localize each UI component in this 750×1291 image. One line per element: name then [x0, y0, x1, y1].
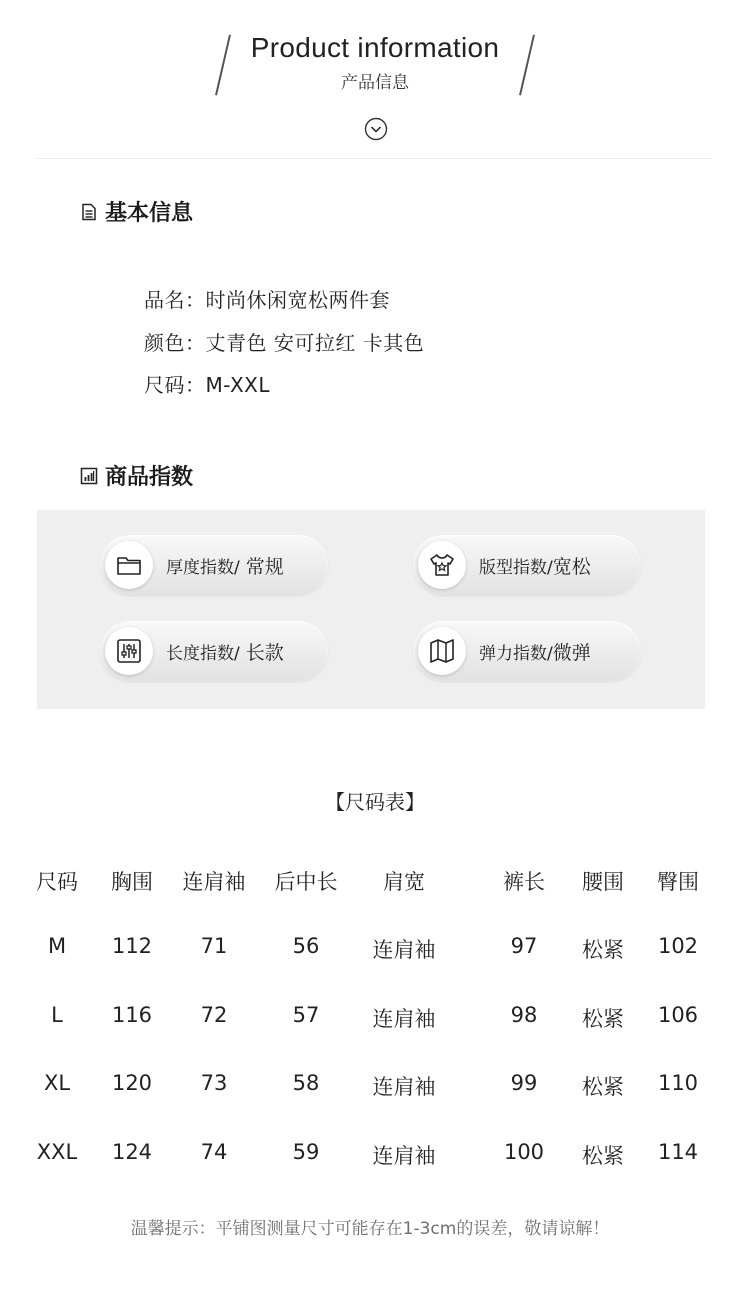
size-table-header-cell: 胸围: [111, 870, 153, 894]
size-table-cell: 97: [510, 934, 538, 958]
index-pill-stretch-text: 弹力指数/微弹: [479, 642, 591, 664]
page-title-en: Product information: [250, 32, 500, 63]
size-table-cell: 连肩袖: [372, 1007, 436, 1031]
index-pill-length-text: 长度指数/ 长款: [166, 642, 284, 664]
size-table-cell: 71: [200, 934, 228, 958]
index-pill-stretch: [413, 621, 641, 681]
section-product-index: [80, 460, 193, 491]
document-icon: [80, 203, 98, 221]
size-table-cell: 松紧: [582, 938, 624, 962]
size-table-header-cell: 后中长: [274, 870, 338, 894]
size-table-cell: 114: [657, 1140, 699, 1164]
size-table-cell: 73: [200, 1071, 228, 1095]
size-table-header-cell: 臀围: [657, 870, 699, 894]
size-table-cell: 58: [292, 1071, 320, 1095]
size-table-cell: 松紧: [582, 1144, 624, 1168]
page-title-cn: 产品信息: [341, 73, 409, 93]
size-table-header-cell: 腰围: [582, 870, 624, 894]
size-table-cell: 100: [503, 1140, 545, 1164]
section-basic-info-title: 基本信息: [105, 201, 194, 226]
index-pill-thickness-text: 厚度指数/ 常规: [166, 556, 284, 578]
size-table-cell: 116: [111, 1003, 153, 1027]
index-panel: [37, 510, 705, 709]
size-table-cell: 110: [657, 1071, 699, 1095]
size-table-cell: 59: [292, 1140, 320, 1164]
size-table-cell: 124: [111, 1140, 153, 1164]
size-table-cell: 98: [510, 1003, 538, 1027]
chevron-down-icon: [364, 117, 388, 141]
size-table-cell: 99: [510, 1071, 538, 1095]
size-table-title: 【尺码表】: [325, 790, 425, 814]
size-table-cell: 74: [200, 1140, 228, 1164]
size-table-cell: 106: [657, 1003, 699, 1027]
info-line-color: 颜色：丈青色 安可拉红 卡其色: [144, 331, 425, 355]
tshirt-icon: [418, 541, 466, 589]
index-pill-fit-text: 版型指数/宽松: [479, 556, 591, 578]
measurement-note: 温馨提示：平铺图测量尺寸可能存在1-3cm的误差，敬请谅解！: [130, 1219, 610, 1239]
size-table-cell: XXL: [36, 1140, 78, 1164]
sliders-icon: [105, 627, 153, 675]
index-pill-length: [100, 621, 328, 681]
info-line-size: 尺码：M-XXL: [144, 373, 271, 397]
size-table-cell: 56: [292, 934, 320, 958]
folder-icon: [105, 541, 153, 589]
size-table-cell: 连肩袖: [372, 938, 436, 962]
size-table-header-cell: 肩宽: [383, 870, 425, 894]
size-table-cell: XL: [43, 1071, 71, 1095]
size-table-cell: 松紧: [582, 1007, 624, 1031]
index-pill-thickness: [100, 535, 328, 595]
section-product-index-title: 商品指数: [105, 465, 194, 490]
size-table-cell: L: [51, 1003, 63, 1027]
header-divider: [36, 158, 712, 159]
size-table-cell: 102: [657, 934, 699, 958]
size-table-header-cell: 尺码: [36, 870, 78, 894]
size-table-cell: M: [47, 934, 67, 958]
size-table-cell: 连肩袖: [372, 1144, 436, 1168]
size-table-header-cell: 连肩袖: [182, 870, 246, 894]
size-table-header-cell: 裤长: [503, 870, 545, 894]
size-table-cell: 72: [200, 1003, 228, 1027]
bar-chart-icon: [80, 467, 98, 485]
section-basic-info: [80, 196, 193, 227]
size-table-cell: 连肩袖: [372, 1075, 436, 1099]
index-pill-fit: [413, 535, 641, 595]
size-table-cell: 松紧: [582, 1075, 624, 1099]
map-fold-icon: [418, 627, 466, 675]
size-table-cell: 57: [292, 1003, 320, 1027]
size-table-cell: 112: [111, 934, 153, 958]
size-table-cell: 120: [111, 1071, 153, 1095]
info-line-name: 品名：时尚休闲宽松两件套: [144, 288, 390, 312]
